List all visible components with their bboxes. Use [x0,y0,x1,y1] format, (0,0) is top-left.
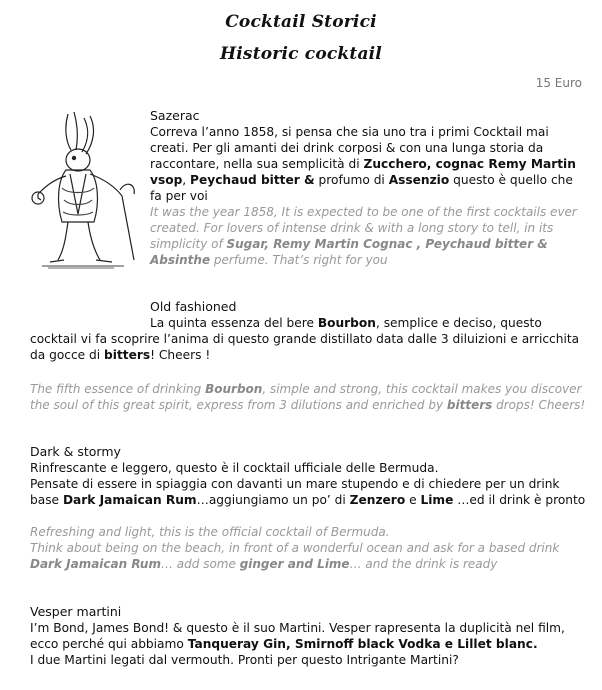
vesper-italian-line3: I due Martini legati dal vermouth. Pronti per questo Intrigante Martini? [30,653,459,667]
dark-stormy-name: Dark & stormy [30,444,121,459]
dark-stormy-italian: Pensate di essere in spiaggia con davanti un mare stupendo e di chiedere per un drink base Dark Jamaican Rum…aggiungiamo un po’ di Zenzero e Lime …ed il drink è pronto [30,477,586,507]
old-fashioned-english: The fifth essence of drinking Bourbon, simple and strong, this cocktail makes you discover the soul of this great spirit, express from 3 dilutions and enriched by bitters drops! Cheers! [30,382,586,412]
dark-stormy-section [30,444,588,508]
sazerac-english: It was the year 1858, It is expected to be one of the first cocktails ever created. For lovers of intense drink & with a long story to tell, in its simplicity of Sugar, Remy Martin Cognac , Peychaud bitter & Absinthe perfume. That’s right for you [150,205,577,267]
dark-stormy-italian-line1: Rinfrescante e leggero, questo è il cocktail ufficiale delle Bermuda. [30,461,439,475]
vesper-name: Vesper martini [30,604,122,619]
price-label: 15 Euro [535,76,582,90]
dark-stormy-english: Refreshing and light, this is the official cocktail of Bermuda. Think about being on the beach, in front of a wonderful ocean and ask for a based drink Dark Jamaican Rum… add some ginger and Lime… and the drink is ready [30,525,560,571]
sazerac-italian: Correva l’anno 1858, si pensa che sia uno tra i primi Cocktail mai creati. Per gli amanti dei drink corposi & con una lunga storia da raccontare, nella sua semplicità di Zucchero, cognac Remy Martin vsop, Peychaud bitter & profumo di Assenzio questo è quello che fa per voi [150,125,576,203]
vesper-italian: I’m Bond, James Bond! & questo è il suo Martini. Vesper rapresenta la duplicità nel film, ecco perché qui abbiamo Tanqueray Gin, Smirnoff black Vodka e Lillet blanc. [30,621,565,651]
vesper-section [30,604,590,668]
white-rabbit-illustration [24,110,142,270]
sazerac-name: Sazerac [150,108,200,123]
sazerac-section [150,108,582,204]
title-english: Historic cocktail [220,44,382,64]
title-italian: Cocktail Storici [225,12,377,32]
old-fashioned-italian: La quinta essenza del bere Bourbon, semplice e deciso, questo cocktail vi fa scoprire l’anima di questo grande distillato data dalle 3 diluizioni e arricchita da gocce di bitters! Cheers ! [30,316,580,362]
old-fashioned-name: Old fashioned [150,299,237,314]
